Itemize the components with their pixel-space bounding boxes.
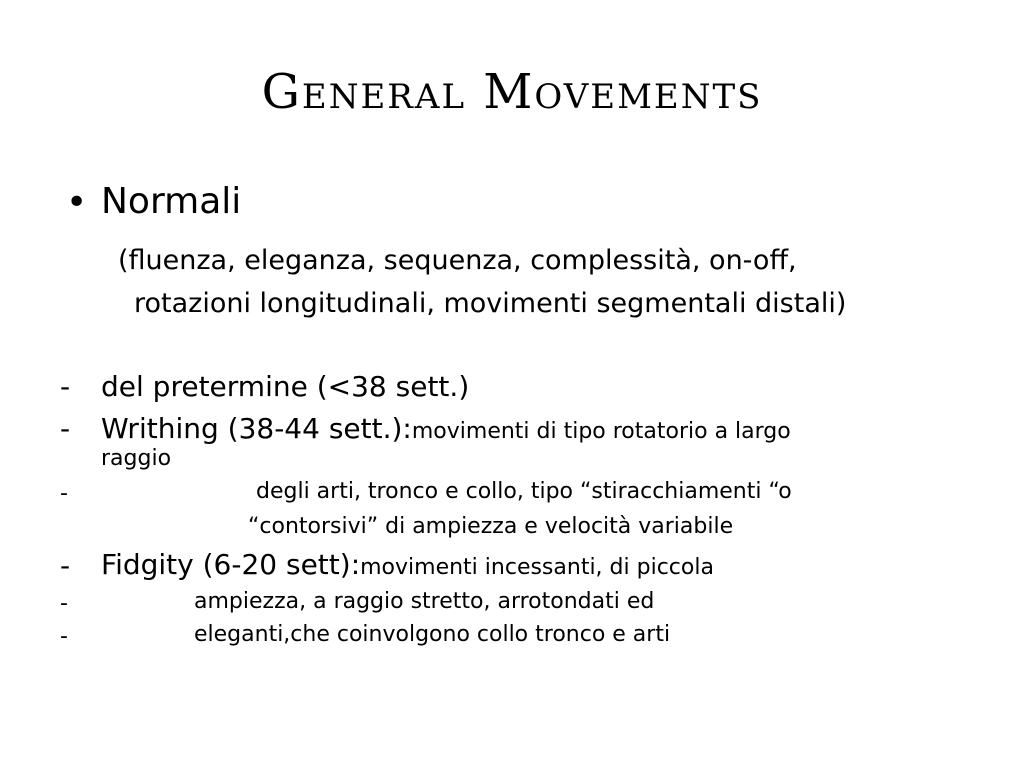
item-fidgity-label: Fidgity (6-20 sett): [101,548,361,581]
bullet-normali: Normali [101,181,242,222]
item-fidgity [101,548,714,585]
item-pretermine: del pretermine (<38 sett.) [101,370,470,403]
item-fidgity-description: ampiezza, a raggio stretto, arrotondati ed [194,589,655,614]
normali-description-line-2: rotazioni longitudinali, movimenti segmentali distali) [134,288,847,319]
item-writhing-description-cont: “contorsivi” di ampiezza e velocità variabile [248,514,734,539]
dash-marker: - [60,412,71,445]
dash-marker: - [60,481,68,506]
normali-description-line-1: (fluenza, eleganza, sequenza, complessità, on-off, [118,245,797,276]
bullet-dot-icon: • [66,182,88,223]
item-writhing-label: Writhing (38-44 sett.): [101,412,412,445]
item-fidgity-detail: movimenti incessanti, di piccola [360,555,714,580]
item-writhing-detail-cont: raggio [101,446,172,471]
item-writhing-detail: movimenti di tipo rotatorio a largo [411,419,791,444]
dash-marker: - [60,624,68,649]
item-writhing [101,412,791,449]
dash-marker: - [60,370,71,403]
dash-marker: - [60,549,71,582]
item-fidgity-description-cont: eleganti,che coinvolgono collo tronco e arti [194,622,671,647]
dash-marker: - [60,591,68,616]
slide-title: General Movements [261,64,763,120]
item-writhing-description: degli arti, tronco e collo, tipo “stiracchiamenti “o [256,479,792,504]
